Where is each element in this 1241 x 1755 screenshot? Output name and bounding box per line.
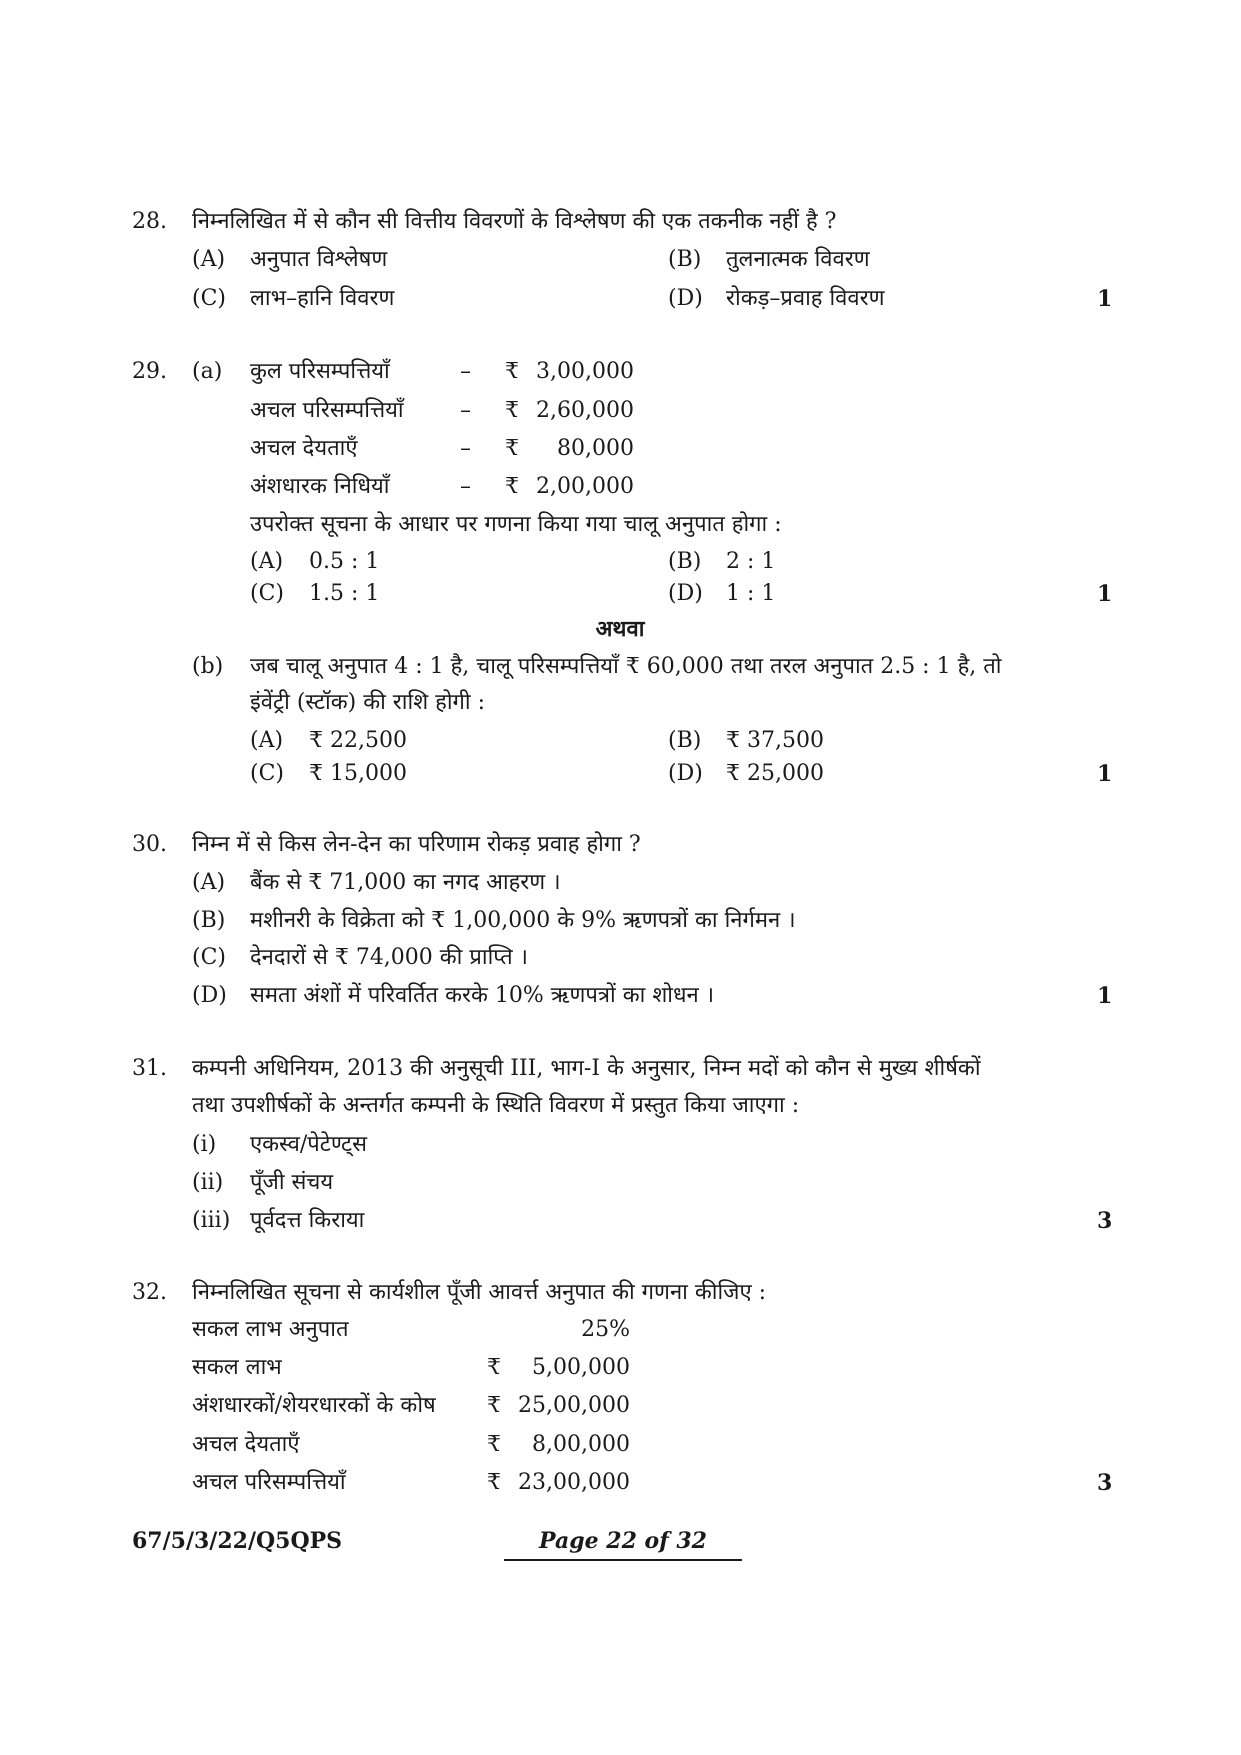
q30-option-a-label: (A) — [192, 870, 226, 895]
q32-row-value: 8,00,000 — [532, 1432, 630, 1457]
q29b-line2: इंवेंट्री (स्टॉक) की राशि होगी : — [250, 690, 486, 715]
q30-option-b-text: मशीनरी के विक्रेता को ₹ 1,00,000 के 9% ऋणपत्रों का निर्गमन । — [250, 908, 796, 933]
q32-text: निम्नलिखित सूचना से कार्यशील पूँजी आवर्त्त अनुपात की गणना कीजिए : — [192, 1280, 767, 1305]
q32-row-rupee: ₹ — [487, 1470, 501, 1495]
q28-option-d-label: (D) — [668, 286, 703, 311]
q32-row-value: 23,00,000 — [518, 1470, 630, 1495]
q29a-item-value: 80,000 — [557, 436, 634, 461]
q29a-label: (a) — [192, 359, 223, 384]
q29a-item-dash: – — [460, 398, 471, 423]
q29a-item-name: कुल परिसम्पत्तियाँ — [250, 359, 390, 384]
q29b-option-d-label: (D) — [668, 761, 703, 786]
q29a-marks: 1 — [1097, 581, 1113, 607]
q29a-item-rupee: ₹ — [505, 359, 519, 384]
q32-row-name: अचल देयताएँ — [192, 1432, 300, 1457]
q28-number: 28. — [132, 209, 167, 234]
q32-row-value: 25% — [581, 1317, 630, 1342]
q29a-item-dash: – — [460, 359, 471, 384]
q29a-item-dash: – — [460, 436, 471, 461]
q29a-item-value: 2,60,000 — [536, 398, 634, 423]
q29a-option-d-text: 1 : 1 — [726, 581, 776, 606]
q30-option-c-text: देनदारों से ₹ 74,000 की प्राप्ति । — [250, 945, 528, 970]
q29a-option-d-label: (D) — [668, 581, 703, 606]
q28-option-a-text: अनुपात विश्लेषण — [250, 247, 388, 272]
q31-item-1-text: एकस्व/पेटेण्ट्स — [250, 1132, 368, 1157]
q29b-option-c-label: (C) — [250, 761, 284, 786]
q30-option-a-text: बैंक से ₹ 71,000 का नगद आहरण । — [250, 870, 561, 895]
q29a-item-rupee: ₹ — [505, 474, 519, 499]
q31-item-3-text: पूर्वदत्त किराया — [250, 1208, 365, 1233]
q29b-option-b-label: (B) — [668, 728, 702, 753]
q29a-item-name: अचल परिसम्पत्तियाँ — [250, 398, 404, 423]
q29b-option-d-text: ₹ 25,000 — [726, 761, 824, 786]
paper-code: 67/5/3/22/Q5QPS — [132, 1528, 343, 1554]
q30-option-d-text: समता अंशों में परिवर्तित करके 10% ऋणपत्रों का शोधन । — [250, 983, 715, 1008]
q30-option-b-label: (B) — [192, 908, 226, 933]
q29b-line1: जब चालू अनुपात 4 : 1 है, चालू परिसम्पत्तियाँ ₹ 60,000 तथा तरल अनुपात 2.5 : 1 है, तो — [250, 654, 1002, 679]
q29b-option-a-text: ₹ 22,500 — [309, 728, 407, 753]
or-separator: अथवा — [595, 616, 645, 642]
q29a-option-c-label: (C) — [250, 581, 284, 606]
q28-option-c-text: लाभ–हानि विवरण — [250, 286, 395, 311]
q29b-option-a-label: (A) — [250, 728, 284, 753]
q29a-item-rupee: ₹ — [505, 436, 519, 461]
q31-marks: 3 — [1097, 1208, 1113, 1234]
q28-option-c-label: (C) — [192, 286, 226, 311]
q29-number: 29. — [132, 359, 167, 384]
q29a-item-dash: – — [460, 474, 471, 499]
q32-row-name: अंशधारकों/शेयरधारकों के कोष — [192, 1393, 436, 1418]
page-number: Page 22 of 32 — [539, 1528, 707, 1554]
q31-item-2-text: पूँजी संचय — [250, 1170, 334, 1195]
q31-item-2-label: (ii) — [192, 1170, 224, 1195]
q28-option-b-text: तुलनात्मक विवरण — [726, 247, 870, 272]
q29a-option-a-label: (A) — [250, 549, 284, 574]
q29a-option-b-text: 2 : 1 — [726, 549, 776, 574]
q28-marks: 1 — [1097, 286, 1113, 312]
q28-option-a-label: (A) — [192, 247, 226, 272]
q32-row-rupee: ₹ — [487, 1393, 501, 1418]
page-number-underline — [504, 1559, 742, 1561]
q29a-item-name: अचल देयताएँ — [250, 436, 358, 461]
q29b-option-c-text: ₹ 15,000 — [309, 761, 407, 786]
q32-row-value: 25,00,000 — [518, 1393, 630, 1418]
q31-number: 31. — [132, 1056, 167, 1081]
q28-text: निम्नलिखित में से कौन सी वित्तीय विवरणों के विश्लेषण की एक तकनीक नहीं है ? — [192, 209, 837, 234]
q29a-item-name: अंशधारक निधियाँ — [250, 474, 390, 499]
q29b-marks: 1 — [1097, 761, 1113, 787]
q28-option-d-text: रोकड़–प्रवाह विवरण — [726, 286, 885, 311]
q29a-option-c-text: 1.5 : 1 — [309, 581, 380, 606]
q29a-option-a-text: 0.5 : 1 — [309, 549, 380, 574]
q30-option-c-label: (C) — [192, 945, 226, 970]
q28-option-b-label: (B) — [668, 247, 702, 272]
q30-option-d-label: (D) — [192, 983, 227, 1008]
q29a-question: उपरोक्त सूचना के आधार पर गणना किया गया चालू अनुपात होगा : — [250, 512, 782, 537]
q32-number: 32. — [132, 1280, 167, 1305]
q29b-label: (b) — [192, 654, 224, 679]
q29b-option-b-text: ₹ 37,500 — [726, 728, 824, 753]
q30-number: 30. — [132, 832, 167, 857]
q32-row-name: सकल लाभ अनुपात — [192, 1317, 349, 1342]
q32-row-value: 5,00,000 — [532, 1355, 630, 1380]
q29a-item-value: 2,00,000 — [536, 474, 634, 499]
q31-item-1-label: (i) — [192, 1132, 217, 1157]
q31-line2: तथा उपशीर्षकों के अन्तर्गत कम्पनी के स्थिति विवरण में प्रस्तुत किया जाएगा : — [192, 1093, 800, 1118]
q30-marks: 1 — [1097, 983, 1113, 1009]
q32-row-name: सकल लाभ — [192, 1355, 282, 1380]
q31-line1: कम्पनी अधिनियम, 2013 की अनुसूची III, भाग-I के अनुसार, निम्न मदों को कौन से मुख्य शीर्षकों — [192, 1056, 981, 1081]
q29a-item-value: 3,00,000 — [536, 359, 634, 384]
q32-row-rupee: ₹ — [487, 1432, 501, 1457]
q29a-item-rupee: ₹ — [505, 398, 519, 423]
q32-row-rupee: ₹ — [487, 1355, 501, 1380]
q30-text: निम्न में से किस लेन-देन का परिणाम रोकड़ प्रवाह होगा ? — [192, 832, 641, 857]
q29a-option-b-label: (B) — [668, 549, 702, 574]
q32-row-name: अचल परिसम्पत्तियाँ — [192, 1470, 346, 1495]
q31-item-3-label: (iii) — [192, 1208, 231, 1233]
q32-marks: 3 — [1097, 1470, 1113, 1496]
